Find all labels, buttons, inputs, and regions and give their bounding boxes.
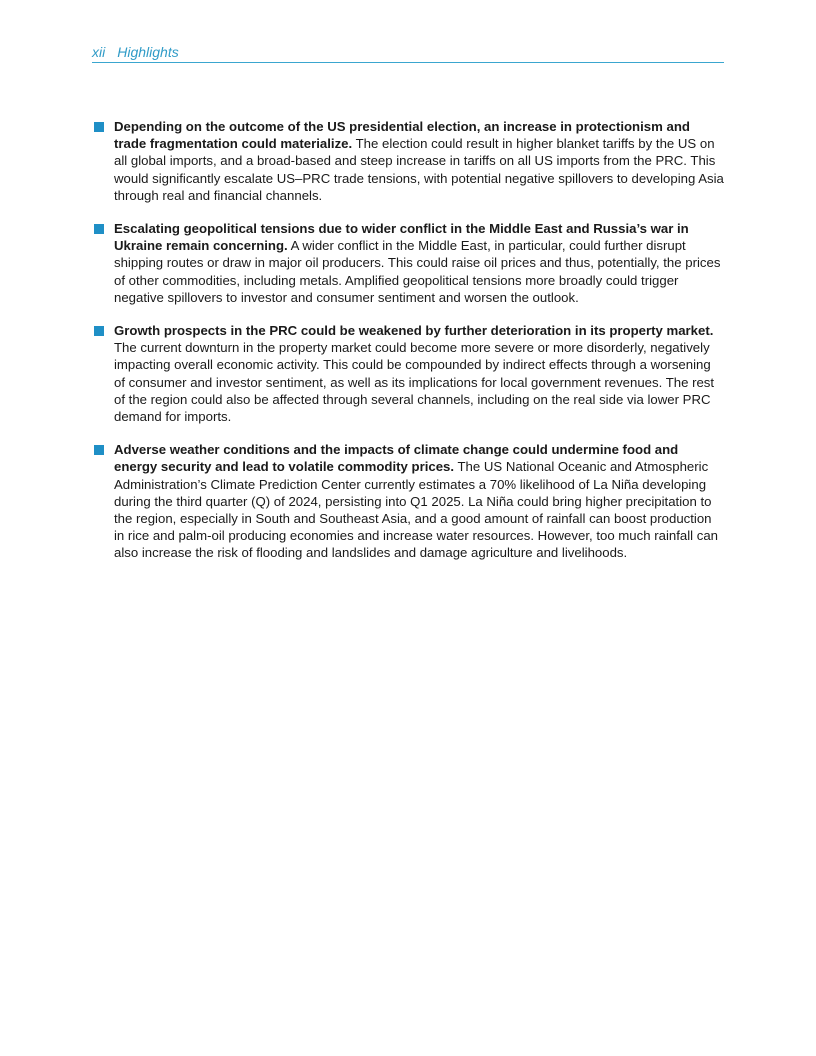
bullet-body: The US National Oceanic and Atmospheric Administration’s Climate Prediction Center currently estimates a 70% likelihood of La Niña developing during the third quarter (Q) of 2024, persisting into Q1 2025. La Niña could bring higher precipitation to the region, especially in South and Southeast Asia, and a good amount of rainfall can boost production in rice and palm-oil producing economies and increase water resources. However, too much rainfall can also increase the risk of flooding and landslides and damage agriculture and livelihoods.: [114, 459, 718, 561]
bullet-item-protectionism: [94, 118, 724, 204]
bullet-body: A wider conflict in the Middle East, in particular, could further disrupt shipping routes or draw in major oil producers. This could raise oil prices and thus, potentially, the prices of other commodities, including metals. Amplified geopolitical tensions more broadly could trigger negative spillovers to investor and consumer sentiment and worsen the outlook.: [114, 238, 721, 305]
bullet-body: The current downturn in the property market could become more severe or more disorderly, negatively impacting overall economic activity. This could be compounded by indirect effects through a worsening of consumer and investor sentiment, as well as its implications for local government revenues. The rest of the region could also be affected through several channels, including on the real side via lower PRC demand for imports.: [114, 340, 715, 425]
bullet-lead: Escalating geopolitical tensions due to wider conflict in the Middle East and Russia’s war in Ukraine remain concerning.: [114, 221, 689, 254]
square-bullet-icon: [94, 224, 104, 234]
bullet-lead: Growth prospects in the PRC could be weakened by further deterioration in its property market.: [114, 323, 714, 339]
section-title: Highlights: [117, 44, 179, 60]
running-header: [92, 42, 724, 63]
page-number: xii: [92, 44, 106, 60]
bullet-item-climate: [94, 441, 724, 561]
square-bullet-icon: [94, 326, 104, 336]
bullet-lead: Adverse weather conditions and the impacts of climate change could undermine food and energy security and lead to volatile commodity prices.: [114, 442, 679, 475]
bullet-item-geopolitical: [94, 220, 724, 306]
bullet-body: The election could result in higher blanket tariffs by the US on all global imports, and a broad-based and steep increase in tariffs on all US imports from the PRC. This would significantly escalate US–PRC trade tensions, with potential negative spillovers to developing Asia through real and financial channels.: [114, 136, 724, 203]
risk-bullet-list: [94, 118, 724, 578]
bullet-item-property-market: [94, 322, 724, 425]
bullet-lead: Depending on the outcome of the US presidential election, an increase in protectionism and trade fragmentation could materialize.: [114, 119, 690, 152]
square-bullet-icon: [94, 445, 104, 455]
square-bullet-icon: [94, 122, 104, 132]
